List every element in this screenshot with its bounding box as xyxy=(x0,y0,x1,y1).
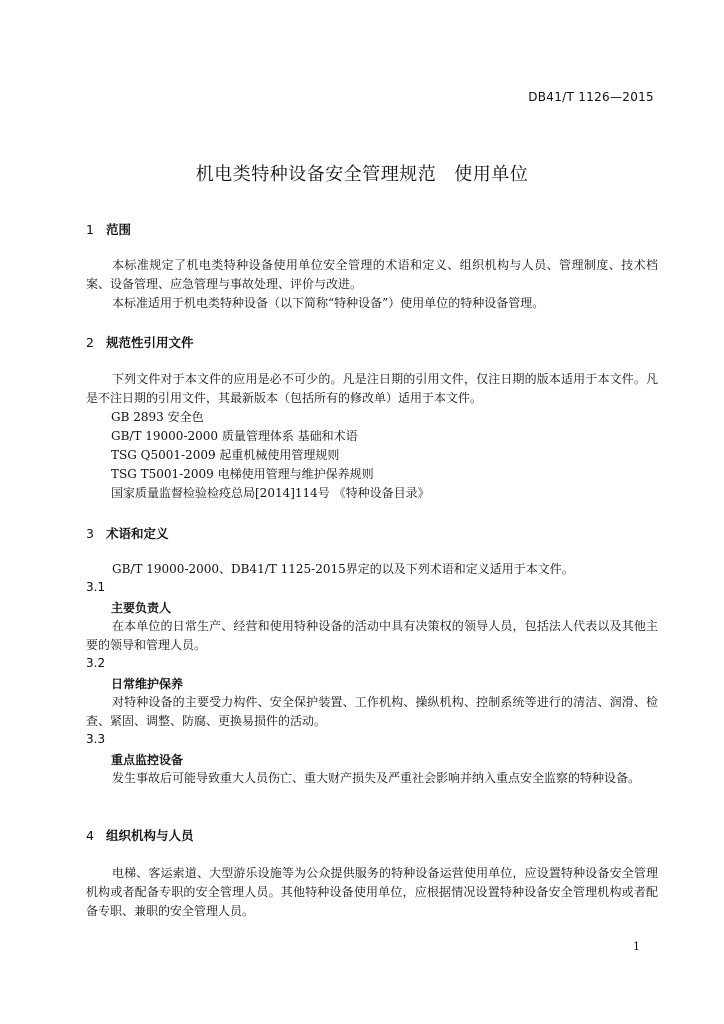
paragraph-terms-intro: GB/T 19000-2000、DB41/T 1125-2015界定的以及下列术语和定义适用于本文件。 xyxy=(112,562,574,576)
reference-item: 国家质量监督检验检疫总局[2014]114号 《特种设备目录》 xyxy=(111,486,430,500)
term-name: 重点监控设备 xyxy=(111,753,184,767)
section-title: 规范性引用文件 xyxy=(106,335,194,350)
page-number: 1 xyxy=(633,940,640,953)
section-number: 2 xyxy=(86,335,94,350)
term-number: 3.3 xyxy=(86,732,106,746)
paragraph-organization: 电梯、客运索道、大型游乐设施等为公众提供服务的特种设备运营使用单位，应设置特种设备安全管理机构或者配备专职的安全管理人员。其他特种设备使用单位，应根据情况设置特种设备安全管理机构或者配备专职、兼职的安全管理人员。 xyxy=(86,866,658,918)
section-number: 1 xyxy=(86,222,94,237)
term-definition: 在本单位的日常生产、经营和使用特种设备的活动中具有决策权的领导人员，包括法人代表以及其他主要的领导和管理人员。 xyxy=(86,619,658,652)
term-definition: 发生事故后可能导致重大人员伤亡、重大财产损失及严重社会影响并纳入重点安全监察的特种设备。 xyxy=(112,771,641,785)
paragraph-scope-1: 本标准规定了机电类特种设备使用单位安全管理的术语和定义、组织机构与人员、管理制度、技术档案、设备管理、应急管理与事故处理、评价与改进。 xyxy=(86,258,658,291)
section-number: 3 xyxy=(86,526,94,541)
term-name: 日常维护保养 xyxy=(111,677,184,691)
term-number: 3.1 xyxy=(86,580,106,594)
section-title: 范围 xyxy=(106,222,132,237)
title-main: 机电类特种设备安全管理规范 xyxy=(195,164,437,185)
paragraph-references-intro: 下列文件对于本文件的应用是必不可少的。凡是注日期的引用文件，仅注日期的版本适用于本文件。凡是不注日期的引用文件，其最新版本（包括所有的修改单）适用于本文件。 xyxy=(86,372,658,405)
section-title: 组织机构与人员 xyxy=(106,828,194,843)
section-number: 4 xyxy=(86,828,94,843)
document-title xyxy=(0,160,724,186)
reference-item: TSG Q5001-2009 起重机械使用管理规则 xyxy=(111,448,340,462)
reference-item: GB/T 19000-2000 质量管理体系 基础和术语 xyxy=(111,429,358,443)
term-definition: 对特种设备的主要受力构件、安全保护装置、工作机构、操纵机构、控制系统等进行的清洁、润滑、检查、紧固、调整、防腐、更换易损件的活动。 xyxy=(86,695,658,728)
section-heading-organization xyxy=(86,826,194,844)
reference-item: TSG T5001-2009 电梯使用管理与维护保养规则 xyxy=(111,467,374,481)
standard-code: DB41/T 1126—2015 xyxy=(528,90,654,104)
term-number: 3.2 xyxy=(86,656,106,670)
section-heading-normative-references xyxy=(86,333,194,351)
section-heading-scope xyxy=(86,220,131,238)
paragraph-scope-2: 本标准适用于机电类特种设备（以下简称“特种设备”）使用单位的特种设备管理。 xyxy=(112,296,545,310)
term-name: 主要负责人 xyxy=(111,601,172,615)
title-sub: 使用单位 xyxy=(454,164,529,185)
section-heading-terms xyxy=(86,524,169,542)
section-title: 术语和定义 xyxy=(106,526,169,541)
reference-item: GB 2893 安全色 xyxy=(111,410,204,424)
